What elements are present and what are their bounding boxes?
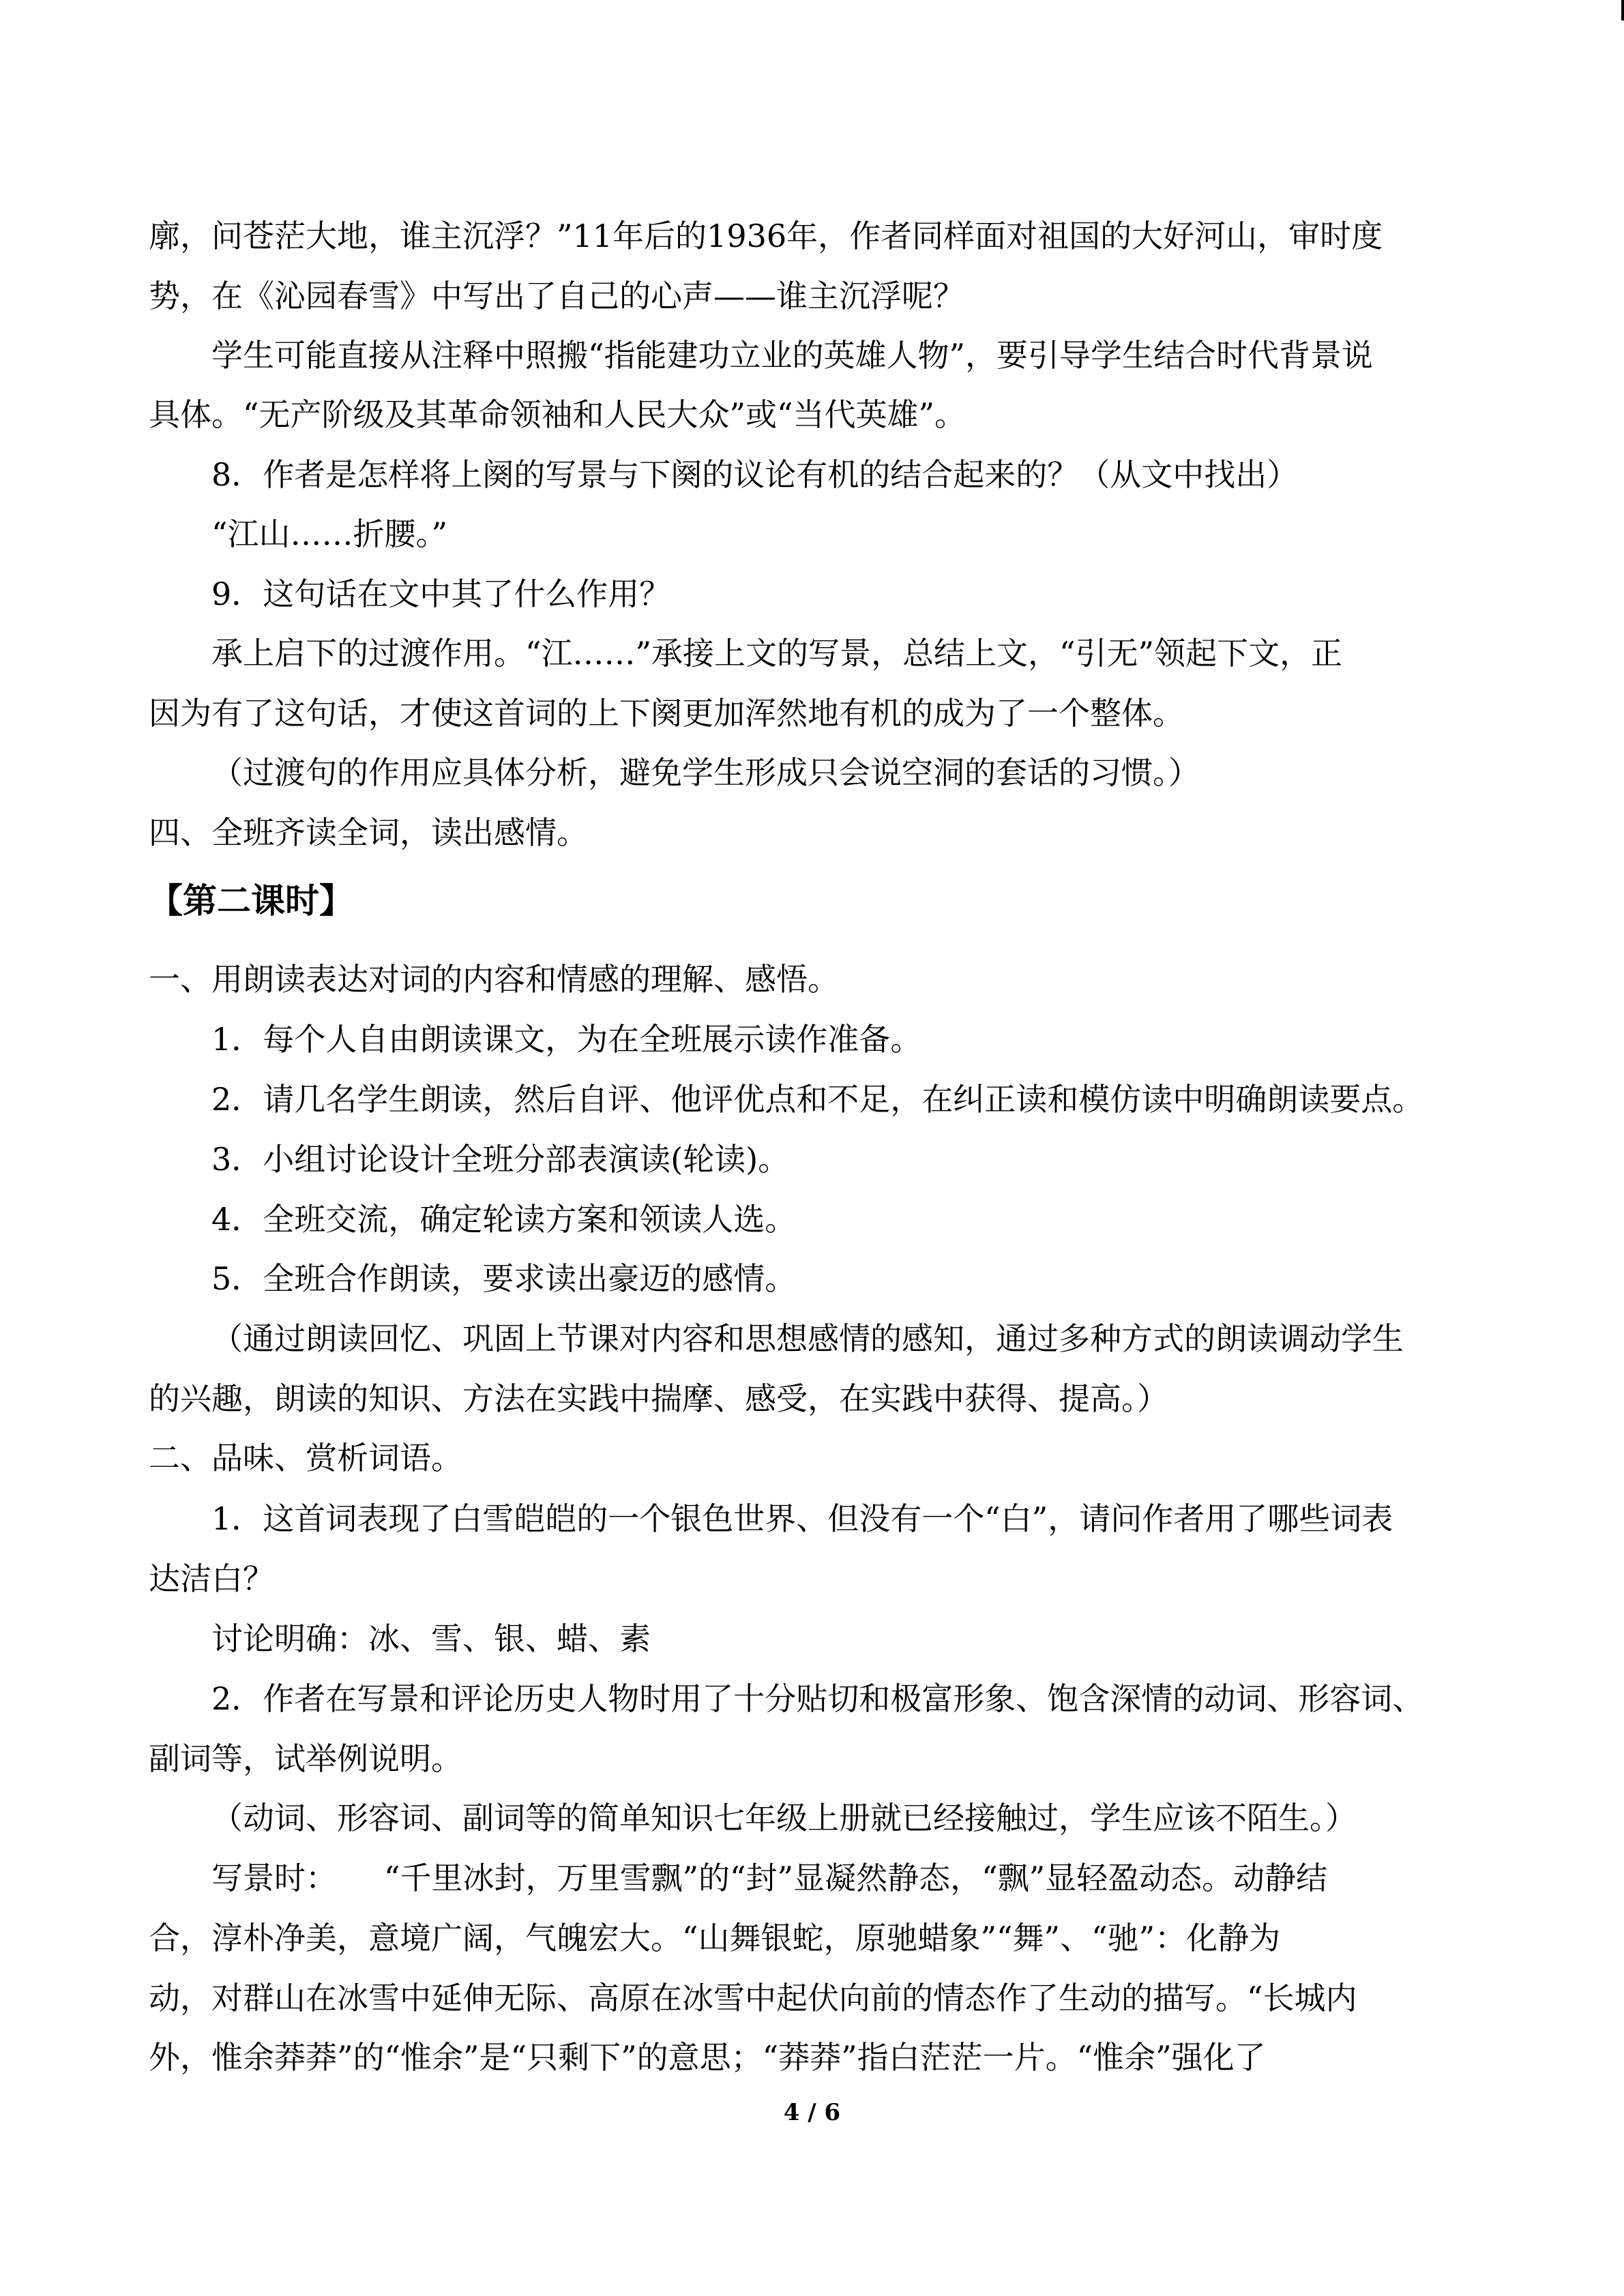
text-line: 1．这首词表现了白雪皑皑的一个银色世界、但没有一个“白”，请问作者用了哪些词表: [211, 1500, 1393, 1537]
text-line: 写景时： “千里冰封，万里雪飘”的“封”显凝然静态，“飘”显轻盈动态。动静结: [211, 1860, 1328, 1896]
page-number: 4 / 6: [783, 2099, 841, 2126]
text-line: 副词等，试举例说明。: [149, 1740, 462, 1777]
text-line: 学生可能直接从注释中照搬“指能建功立业的英雄人物”，要引导学生结合时代背景说: [211, 337, 1374, 374]
text-line: 9．这句话在文中其了什么作用？: [211, 576, 671, 612]
text-line: 2．请几名学生朗读，然后自评、他评优点和不足，在纠正读和模仿读中明确朗读要点。: [211, 1081, 1424, 1118]
text-line: 承上启下的过渡作用。“江……”承接上文的写景，总结上文，“引无”领起下文，正: [211, 635, 1343, 672]
text-line: 因为有了这句话，才使这首词的上下阕更加浑然地有机的成为了一个整体。: [149, 695, 1184, 732]
text-line: 一、用朗读表达对词的内容和情感的理解、感悟。: [149, 961, 839, 998]
page-corner-mark: [1621, 0, 1624, 20]
text-line: （动词、形容词、副词等的简单知识七年级上册就已经接触过，学生应该不陌生。）: [211, 1800, 1357, 1836]
section-heading: 【第二课时】: [149, 881, 353, 921]
text-line: 二、品味、赏析词语。: [149, 1440, 462, 1476]
text-line: “江山……折腰。”: [211, 516, 448, 552]
text-line: 外，惟余莽莽”的“惟余”是“只剩下”的意思；“莽莽”指白茫茫一片。“惟余”强化了: [149, 2039, 1266, 2076]
text-line: 3．小组讨论设计全班分部表演读(轮读)。: [211, 1141, 790, 1178]
text-line: 2．作者在写景和评论历史人物时用了十分贴切和极富形象、饱含深情的动词、形容词、: [211, 1680, 1424, 1717]
text-line: 四、全班齐读全词，读出感情。: [149, 814, 588, 851]
text-line: 廓，问苍茫大地，谁主沉浮？”11年后的1936年，作者同样面对祖国的大好河山，审时度: [149, 218, 1383, 254]
text-line: 1．每个人自由朗读课文，为在全班展示读作准备。: [211, 1021, 922, 1058]
text-line: 势，在《沁园春雪》中写出了自己的心声——谁主沉浮呢？: [149, 278, 964, 314]
text-line: 讨论明确：冰、雪、银、蜡、素: [211, 1620, 651, 1657]
text-line: 具体。“无产阶级及其革命领袖和人民大众”或“当代英雄”。: [149, 396, 966, 433]
text-line: 达洁白？: [149, 1560, 274, 1597]
text-line: （过渡句的作用应具体分析，避免学生形成只会说空洞的套话的习惯。）: [211, 754, 1200, 791]
text-line: 4．全班交流，确定轮读方案和领读人选。: [211, 1201, 797, 1238]
text-line: 动，对群山在冰雪中延伸无际、高原在冰雪中起伏向前的情态作了生动的描写。“长城内: [149, 1980, 1357, 2016]
text-line: 5．全班合作朗读，要求读出豪迈的感情。: [211, 1260, 797, 1297]
text-line: 8．作者是怎样将上阕的写景与下阕的议论有机的结合起来的？（从文中找出）: [211, 456, 1299, 493]
text-line: 合，淳朴净美，意境广阔，气魄宏大。“山舞银蛇，原驰蜡象”“舞”、“驰”：化静为: [149, 1920, 1281, 1956]
text-line: 的兴趣，朗读的知识、方法在实践中揣摩、感受，在实践中获得、提高。）: [149, 1380, 1168, 1417]
text-line: （通过朗读回忆、巩固上节课对内容和思想感情的感知，通过多种方式的朗读调动学生: [211, 1320, 1404, 1357]
